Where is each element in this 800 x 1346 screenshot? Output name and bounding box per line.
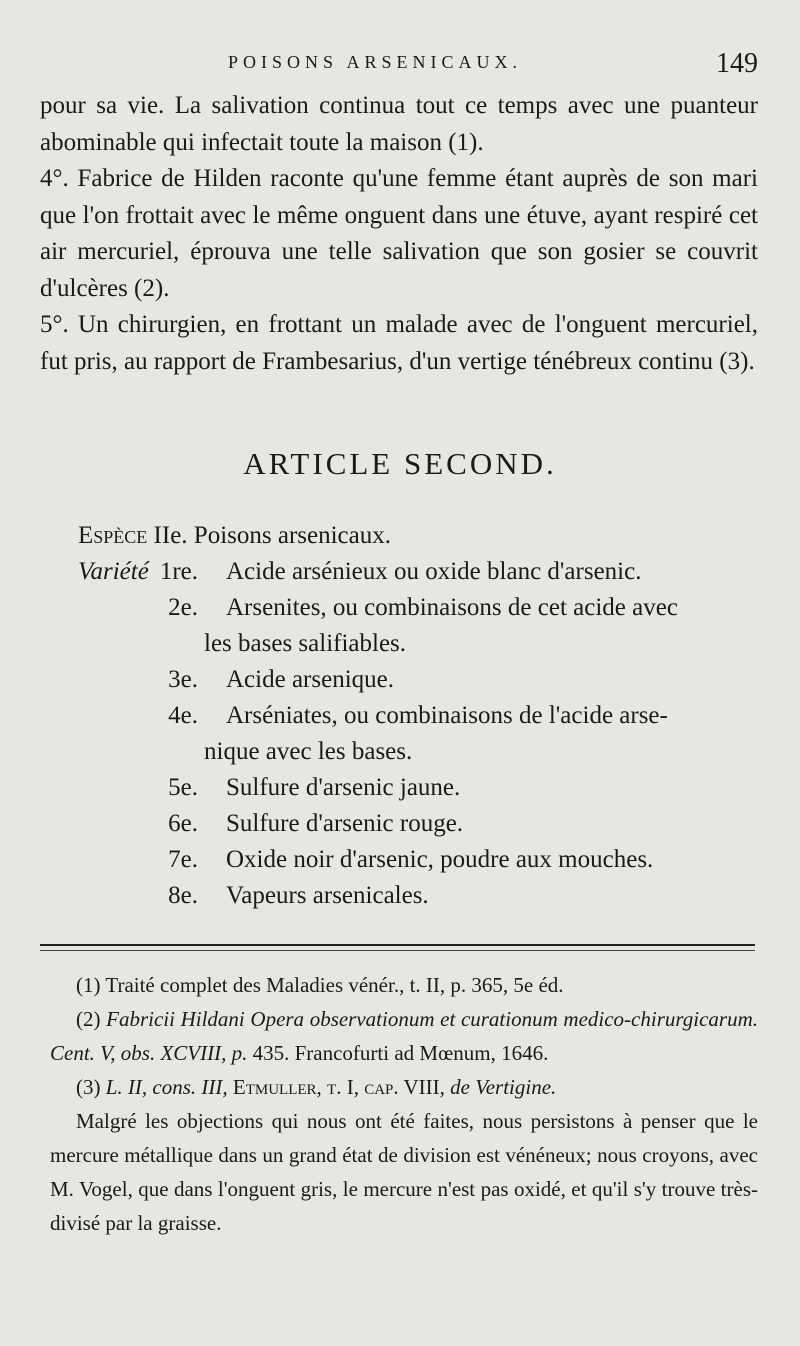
espece-text: Poisons arsenicaux. bbox=[193, 522, 391, 549]
classification-list bbox=[78, 518, 758, 914]
footnote-3 bbox=[50, 1070, 758, 1104]
footnote-3-mark: (3) bbox=[76, 1075, 101, 1099]
variete-row bbox=[78, 806, 758, 842]
variete-number: 4e. bbox=[168, 702, 198, 729]
variete-text: Acide arsenique. bbox=[226, 666, 394, 693]
article-heading: ARTICLE SECOND. bbox=[243, 446, 557, 481]
variete-text-cont: nique avec les bases. bbox=[204, 738, 413, 765]
variete-number: 2e. bbox=[168, 594, 198, 621]
variete-label: Variété bbox=[78, 558, 149, 585]
variete-text: Arséniates, ou combinaisons de l'acide arse- bbox=[226, 702, 668, 729]
variete-row bbox=[78, 590, 758, 626]
variete-text: Sulfure d'arsenic rouge. bbox=[226, 810, 464, 837]
running-title: POISONS ARSENICAUX. bbox=[228, 52, 523, 72]
variete-row bbox=[78, 554, 758, 590]
variete-row bbox=[78, 698, 758, 734]
variete-text: Acide arsénieux ou oxide blanc d'arsenic. bbox=[226, 558, 642, 585]
variete-row bbox=[78, 662, 758, 698]
variete-text: Sulfure d'arsenic jaune. bbox=[226, 774, 461, 801]
footnote-2-title: Fabricii Hildani Opera observationum et curationum medico-chirurgicarum. Cent. V, obs. XCVIII, p. bbox=[50, 1007, 758, 1065]
footnote-rule-thin bbox=[40, 950, 755, 951]
variete-row bbox=[78, 770, 758, 806]
variete-number: 5e. bbox=[168, 774, 198, 801]
espece-label: Espèce bbox=[78, 522, 148, 549]
page-number: 149 bbox=[716, 48, 758, 79]
variete-row bbox=[78, 878, 758, 914]
variete-text: Arsenites, ou combinaisons de cet acide avec bbox=[226, 594, 678, 621]
variete-continuation bbox=[78, 734, 758, 770]
variete-number: 1re. bbox=[159, 558, 198, 585]
footnote-rule bbox=[40, 944, 755, 946]
footnotes bbox=[50, 968, 758, 1240]
footnote-3-author: Etmuller, t. I, cap. VIII, bbox=[227, 1075, 451, 1099]
footnote-2 bbox=[50, 1002, 758, 1070]
variete-text: Vapeurs arsenicales. bbox=[226, 882, 429, 909]
paragraph-5: 5°. Un chirurgien, en frottant un malade avec de l'onguent mercuriel, fut pris, au rapport de Frambesarius, d'un vertige ténébreux continu (3). bbox=[40, 311, 758, 375]
footnote-1: (1) Traité complet des Maladies vénér., t. II, p. 365, 5e éd. bbox=[76, 973, 564, 997]
variete-number: 3e. bbox=[168, 666, 198, 693]
page-header bbox=[0, 48, 800, 88]
variete-number: 8e. bbox=[168, 882, 198, 909]
variete-number: 7e. bbox=[168, 846, 198, 873]
variete-number: 6e. bbox=[168, 810, 198, 837]
footnote-2-mark: (2) bbox=[76, 1007, 101, 1031]
paragraph-continuation: pour sa vie. La salivation continua tout ce temps avec une puanteur abominable qui infectait toute la maison (1). bbox=[40, 92, 758, 156]
footnote-3-ref: L. II, cons. III, bbox=[105, 1075, 228, 1099]
variete-text-cont: les bases salifiables. bbox=[204, 630, 407, 657]
variete-text: Oxide noir d'arsenic, poudre aux mouches. bbox=[226, 846, 654, 873]
footnote-2-rest: 435. Francofurti ad Mœnum, 1646. bbox=[247, 1041, 549, 1065]
variete-row bbox=[78, 842, 758, 878]
footnote-3-title: de Vertigine. bbox=[450, 1075, 557, 1099]
variete-continuation bbox=[78, 626, 758, 662]
main-text bbox=[40, 88, 758, 380]
espece-number: IIe. bbox=[153, 522, 188, 549]
espece-row bbox=[78, 518, 758, 554]
paragraph-4: 4°. Fabrice de Hilden raconte qu'une femme étant auprès de son mari que l'on frottait avec le même onguent dans une étuve, ayant respiré cet air mercuriel, éprouva une telle salivation que son gosier se couvrit d'ulcères (2). bbox=[40, 165, 758, 302]
footnote-3-paragraph: Malgré les objections qui nous ont été faites, nous persistons à penser que le mercure métallique dans un grand état de division est vénéneux; nous croyons, avec M. Vogel, que dans l'onguent gris, le mercure n'est pas oxidé, et qu'il s'y trouve très-divisé par la graisse. bbox=[50, 1109, 758, 1235]
